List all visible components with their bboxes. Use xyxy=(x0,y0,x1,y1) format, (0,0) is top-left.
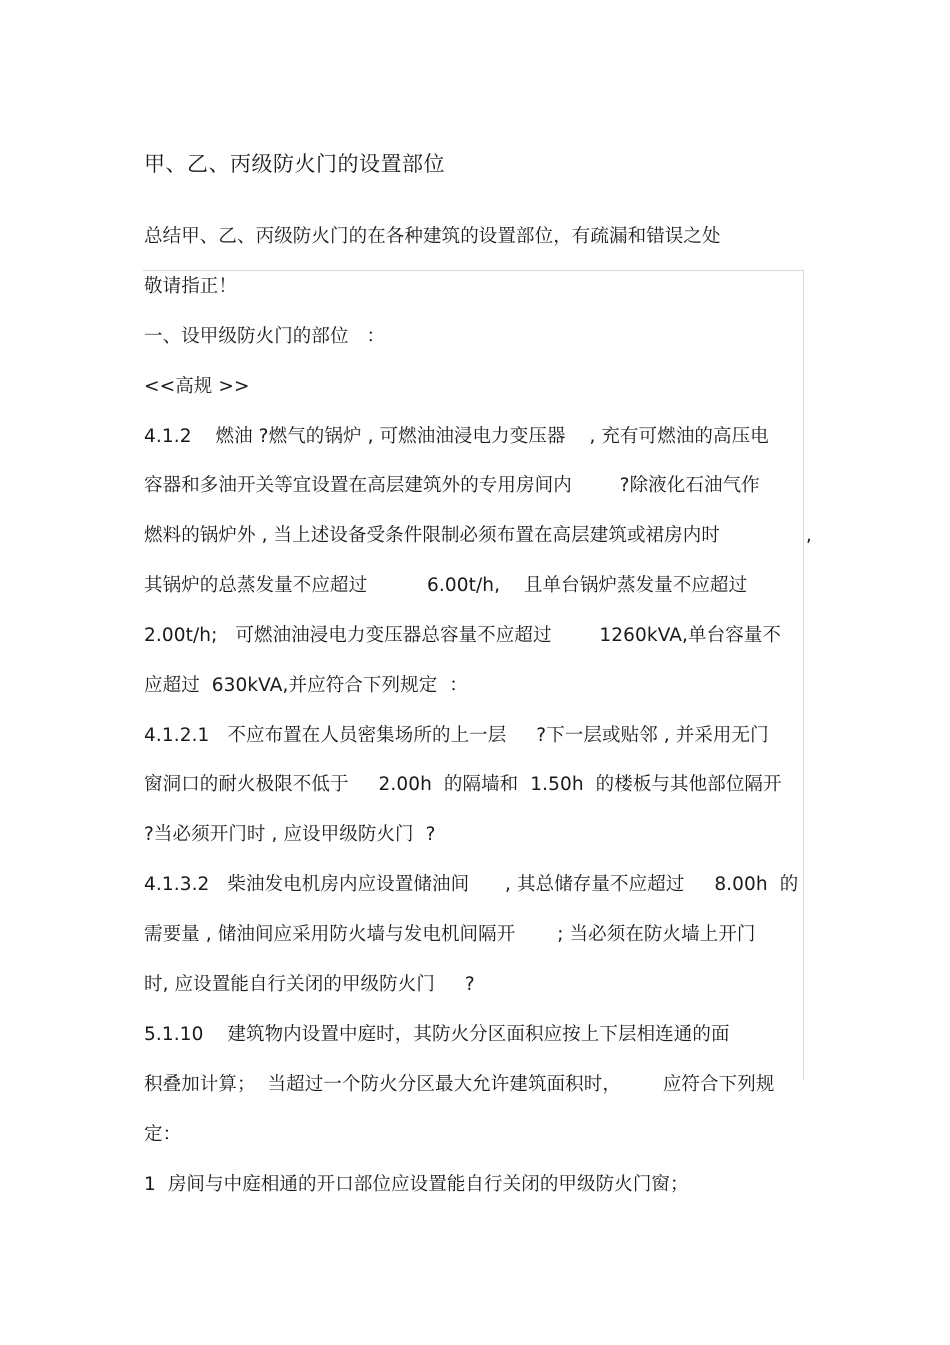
text-line-9: 2.00t/h; 可燃油油浸电力变压器总容量不应超过 1260kVA,单台容量不 xyxy=(144,625,782,646)
text-line-17: 5.1.10 建筑物内设置中庭时，其防火分区面积应按上下层相连通的面 xyxy=(144,1024,730,1045)
text-line-15: 需要量 , 储油间应采用防火墙与发电机间隔开 ; 当必须在防火墙上开门 xyxy=(144,924,756,945)
text-line-16: 时, 应设置能自行关闭的甲级防火门 ? xyxy=(144,974,475,995)
stray-comma: , xyxy=(806,525,812,546)
text-line-1: 总结甲、乙、丙级防火门的在各种建筑的设置部位，有疏漏和错误之处 xyxy=(144,226,721,247)
text-line-10: 应超过 630kVA,并应符合下列规定 ： xyxy=(144,675,468,696)
text-line-20: 1 房间与中庭相通的开口部位应设置能自行关闭的甲级防火门窗； xyxy=(144,1174,689,1195)
text-line-13: ?当必须开门时 , 应设甲级防火门 ? xyxy=(144,824,436,845)
frame-right-line xyxy=(803,270,804,1080)
text-line-19: 定： xyxy=(144,1124,182,1145)
page-title: 甲、乙、丙级防火门的设置部位 xyxy=(144,152,445,176)
text-line-8: 其锅炉的总蒸发量不应超过 6.00t/h, 且单台锅炉蒸发量不应超过 xyxy=(144,575,748,596)
section-heading: 一、设甲级防火门的部位 ： xyxy=(144,326,386,347)
text-line-6: 容器和多油开关等宜设置在高层建筑外的专用房间内 ?除液化石油气作 xyxy=(144,475,760,496)
text-line-7: 燃料的锅炉外 , 当上述设备受条件限制必须布置在高层建筑或裙房内时 xyxy=(144,525,720,546)
frame-top-line xyxy=(143,270,803,271)
text-line-18: 积叠加计算； 当超过一个防火分区最大允许建筑面积时， 应符合下列规 xyxy=(144,1074,775,1095)
text-line-5: 4.1.2 燃油 ?燃气的锅炉 , 可燃油油浸电力变压器 , 充有可燃油的高压电 xyxy=(144,426,769,447)
text-line-2: 敬请指正！ xyxy=(144,276,238,297)
text-line-11: 4.1.2.1 不应布置在人员密集场所的上一层 ?下一层或贴邻 , 并采用无门 xyxy=(144,725,769,746)
source-label: <<高规 >> xyxy=(144,376,250,397)
text-line-12: 窗洞口的耐火极限不低于 2.00h 的隔墙和 1.50h 的楼板与其他部位隔开 xyxy=(144,774,782,795)
text-line-14: 4.1.3.2 柴油发电机房内应设置储油间 , 其总储存量不应超过 8.00h 的 xyxy=(144,874,799,895)
